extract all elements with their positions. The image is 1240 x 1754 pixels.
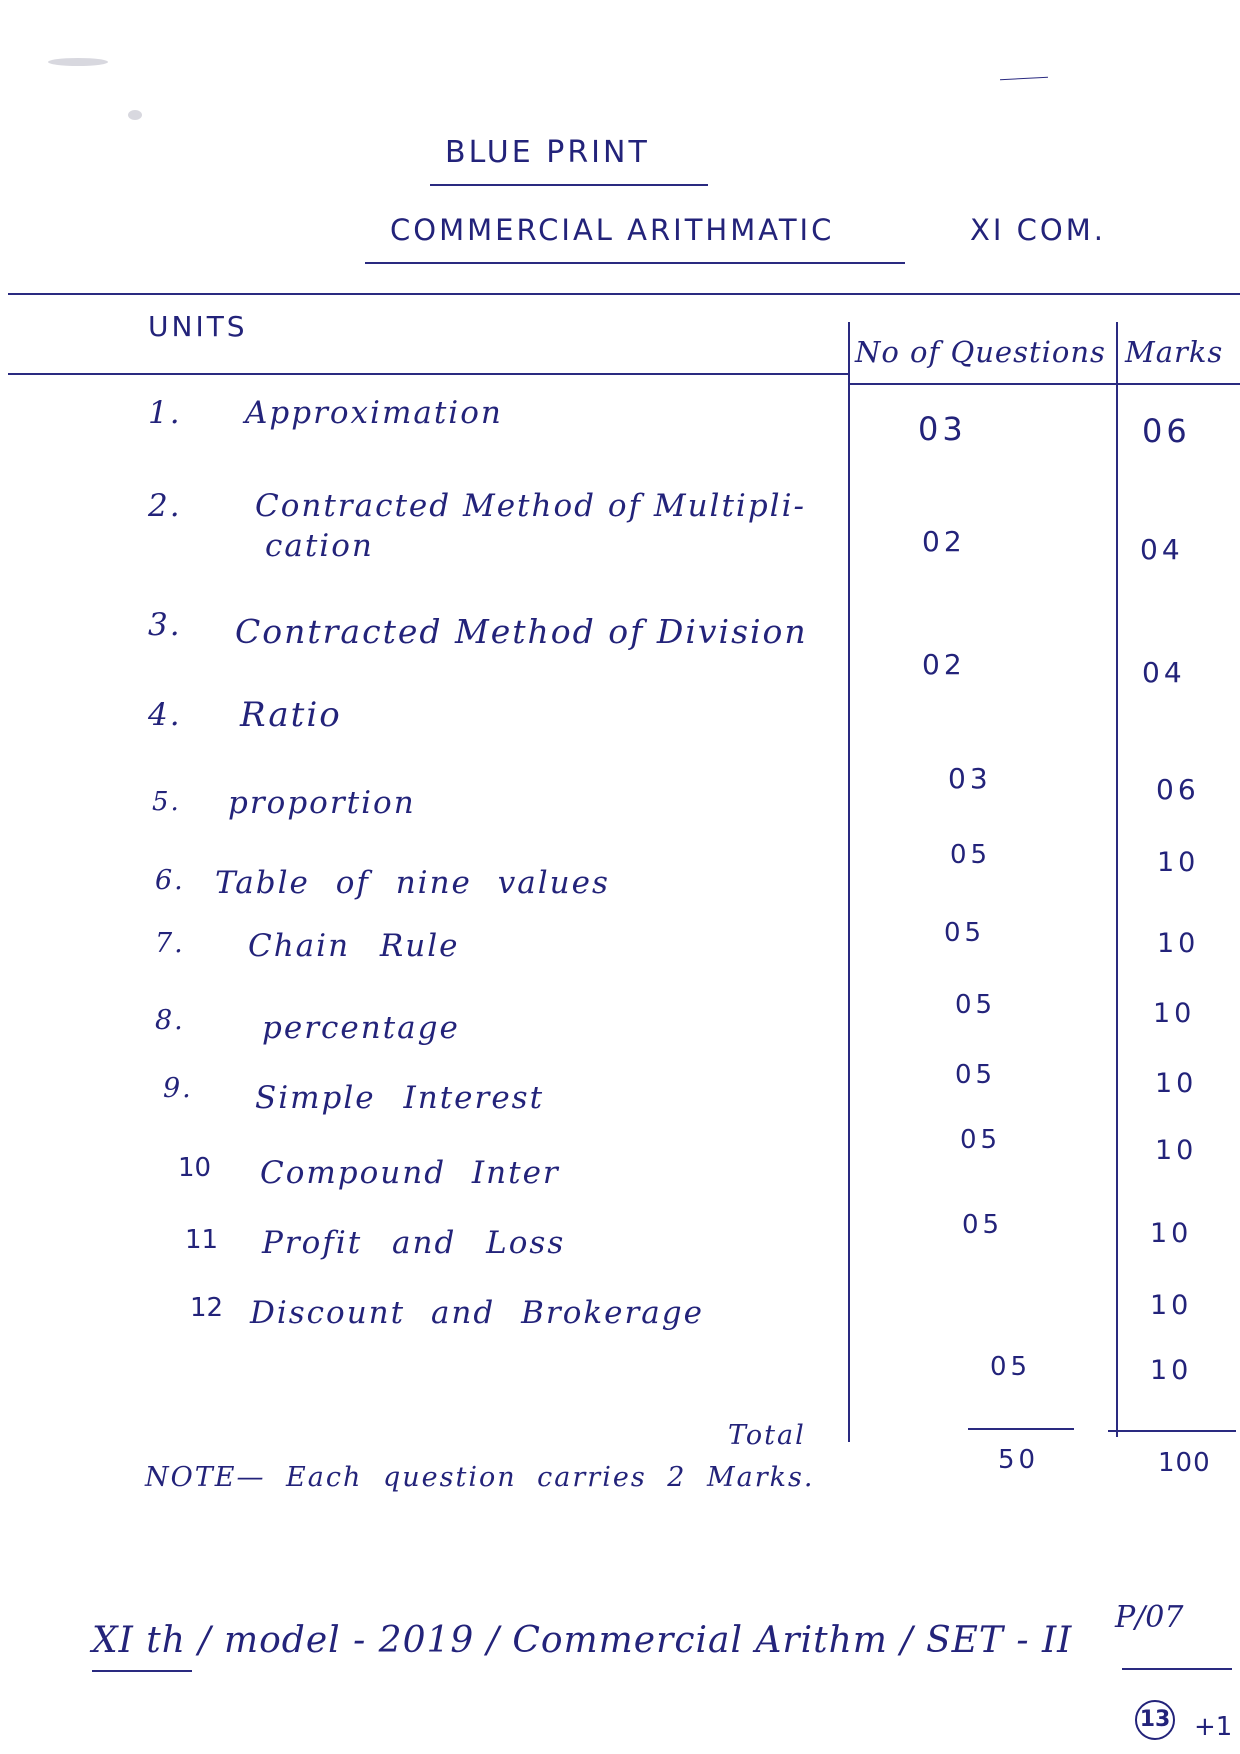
row-number: 8. (155, 1005, 185, 1036)
unit-name: Discount and Brokerage (250, 1295, 704, 1331)
stray-mark (1000, 77, 1048, 81)
total-questions: 50 (998, 1445, 1040, 1475)
subject-underline (365, 262, 905, 264)
note-text: NOTE— Each question carries 2 Marks. (145, 1462, 815, 1493)
unit-name: Compound Inter (260, 1155, 560, 1191)
total-rule-marks (1108, 1430, 1236, 1432)
unit-name: Profit and Loss (262, 1225, 566, 1261)
row-number: 2. (148, 488, 182, 524)
marks-value: 10 (1157, 847, 1200, 878)
row-number: 7. (155, 928, 185, 959)
question-count: 05 (944, 918, 986, 948)
footer-code: XI th / model - 2019 / Commercial Arithm / SET - II (92, 1620, 1073, 1661)
question-count: 03 (918, 410, 967, 448)
unit-name-continued: cation (265, 528, 374, 564)
marks-value: 10 (1150, 1290, 1193, 1321)
total-rule-questions (968, 1428, 1074, 1430)
page-number-circled: 13 (1135, 1700, 1175, 1740)
question-count: 05 (950, 840, 992, 870)
scan-smudge (128, 110, 142, 120)
marks-value: 10 (1153, 998, 1196, 1029)
table-top-rule (8, 293, 1240, 295)
question-count: 05 (955, 1060, 997, 1090)
total-marks: 100 (1158, 1448, 1211, 1478)
marks-value: 04 (1140, 533, 1184, 566)
row-number: 11 (185, 1225, 219, 1255)
units-header: UNITS (148, 310, 248, 343)
unit-name: Ratio (240, 695, 342, 735)
footer-underline (92, 1670, 192, 1672)
unit-name: proportion (228, 785, 416, 821)
unit-name: Simple Interest (255, 1080, 545, 1116)
header-rule-right (848, 383, 1240, 385)
row-number: 4. (148, 697, 182, 733)
marks-value: 10 (1155, 1135, 1198, 1166)
marks-value: 10 (1157, 928, 1200, 959)
marks-value: 04 (1142, 656, 1186, 689)
marks-value: 06 (1142, 412, 1191, 450)
unit-name: Contracted Method of Division (235, 612, 808, 651)
subject-title: COMMERCIAL ARITHMATIC (390, 213, 835, 247)
unit-name: Table of nine values (215, 865, 610, 901)
unit-name: percentage (262, 1010, 460, 1046)
unit-name: Chain Rule (248, 928, 460, 964)
unit-name: Approximation (245, 395, 503, 431)
row-number: 1. (148, 395, 182, 431)
marks-value: 10 (1155, 1068, 1198, 1099)
marks-header: Marks (1125, 335, 1224, 369)
page-suffix: +1 (1194, 1712, 1233, 1742)
column-divider-2 (1116, 322, 1118, 1437)
row-number: 5. (152, 787, 181, 817)
row-number: 3. (148, 607, 182, 643)
question-count: 05 (962, 1210, 1004, 1240)
question-count: 05 (960, 1125, 1002, 1155)
marks-value: 06 (1156, 773, 1200, 806)
row-number: 6. (155, 865, 185, 896)
column-divider-1 (848, 322, 850, 1442)
unit-name: Contracted Method of Multipli- (255, 488, 806, 524)
class-label: XI COM. (970, 213, 1106, 247)
row-number: 12 (190, 1293, 224, 1323)
page-fraction-bar (1122, 1668, 1232, 1670)
title-underline (430, 184, 708, 186)
question-count: 02 (922, 525, 966, 558)
question-count: 05 (955, 990, 997, 1020)
question-count: 03 (948, 762, 992, 795)
page-fraction-top: P/07 (1115, 1600, 1184, 1635)
total-label: Total (728, 1420, 806, 1451)
row-number: 9. (163, 1073, 193, 1104)
scan-smudge (48, 58, 108, 66)
questions-header: No of Questions (855, 335, 1106, 369)
question-count: 02 (922, 648, 966, 681)
question-count: 05 (990, 1352, 1032, 1382)
row-number: 10 (178, 1153, 212, 1183)
marks-value: 10 (1150, 1355, 1193, 1386)
marks-value: 10 (1150, 1218, 1193, 1249)
page-title: BLUE PRINT (445, 135, 650, 170)
header-rule-left (8, 373, 848, 375)
